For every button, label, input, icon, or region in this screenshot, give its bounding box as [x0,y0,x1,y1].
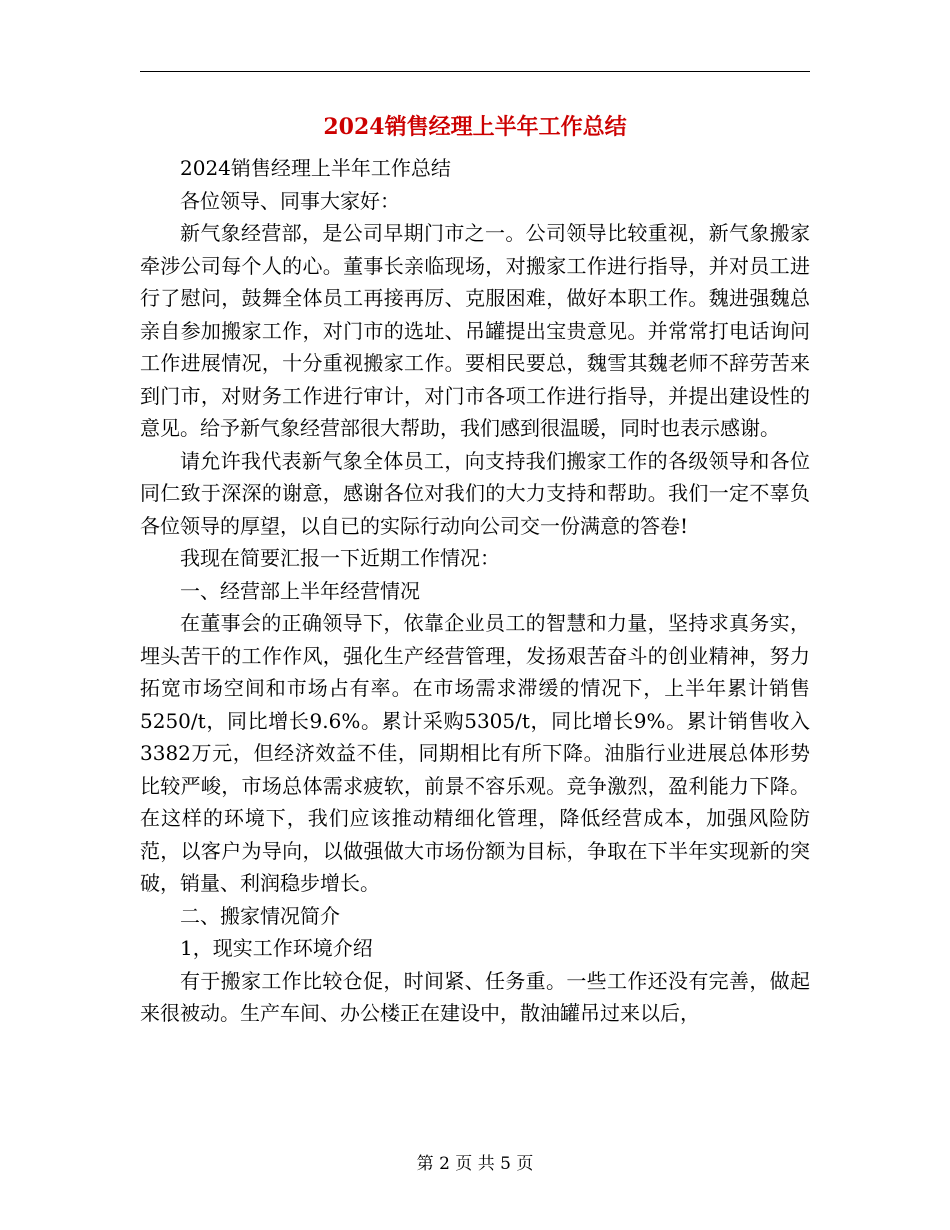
paragraph-report-intro: 我现在简要汇报一下近期工作情况： [180,546,500,570]
subsection-heading-environment: 1，现实工作环境介绍 [180,936,373,960]
document-body [140,152,810,1030]
paragraph-thanks: 请允许我代表新气象全体员工，向支持我们搬家工作的各级领导和各位同仁致于深深的谢意，感谢各位对我们的大力支持和帮助。我们一定不辜负各位领导的厚望，以自已的实际行动向公司交一份满意的答卷! [140,448,810,538]
paragraph-intro: 新气象经营部，是公司早期门市之一。公司领导比较重视，新气象搬家牵涉公司每个人的心。董事长亲临现场，对搬家工作进行指导，并对员工进行了慰问，鼓舞全体员工再接再厉、克服困难，做好本职工作。魏进强魏总亲自参加搬家工作，对门市的选址、吊罐提出宝贵意见。并常常打电话询问工作进展情况，十分重视搬家工作。要相民要总，魏雪其魏老师不辞劳苦来到门市，对财务工作进行审计，对门市各项工作进行指导，并提出建设性的意见。给予新气象经营部很大帮助，我们感到很温暖，同时也表示感谢。 [140,221,810,440]
header-rule [140,71,810,72]
paragraph-subtitle: 2024销售经理上半年工作总结 [180,156,451,180]
paragraph-operations: 在董事会的正确领导下，依靠企业员工的智慧和力量，坚持求真务实，埋头苦干的工作作风，强化生产经营管理，发扬艰苦奋斗的创业精神，努力拓宽市场空间和市场占有率。在市场需求滞缓的情况下，上半年累计销售5250/t，同比增长9.6%。累计采购5305/t，同比增长9%。累计销售收入3382万元，但经济效益不佳，同期相比有所下降。油脂行业进展总体形势比较严峻，市场总体需求疲软，前景不容乐观。竞争激烈，盈利能力下降。在这样的环境下，我们应该推动精细化管理，降低经营成本，加强风险防范，以客户为导向，以做强做大市场份额为目标，争取在下半年实现新的突破，销量、利润稳步增长。 [140,611,810,895]
paragraph-environment: 有于搬家工作比较仓促，时间紧、任务重。一些工作还没有完善，做起来很被动。生产车间、办公楼正在建设中，散油罐吊过来以后， [140,968,810,1025]
section-heading-moving: 二、搬家情况简介 [180,903,340,928]
paragraph-greeting: 各位领导、同事大家好： [180,188,400,213]
document-title: 2024销售经理上半年工作总结 [323,114,627,140]
page-number: 第 2 页 共 5 页 [416,1154,534,1174]
section-heading-operations: 一、经营部上半年经营情况 [180,578,420,603]
